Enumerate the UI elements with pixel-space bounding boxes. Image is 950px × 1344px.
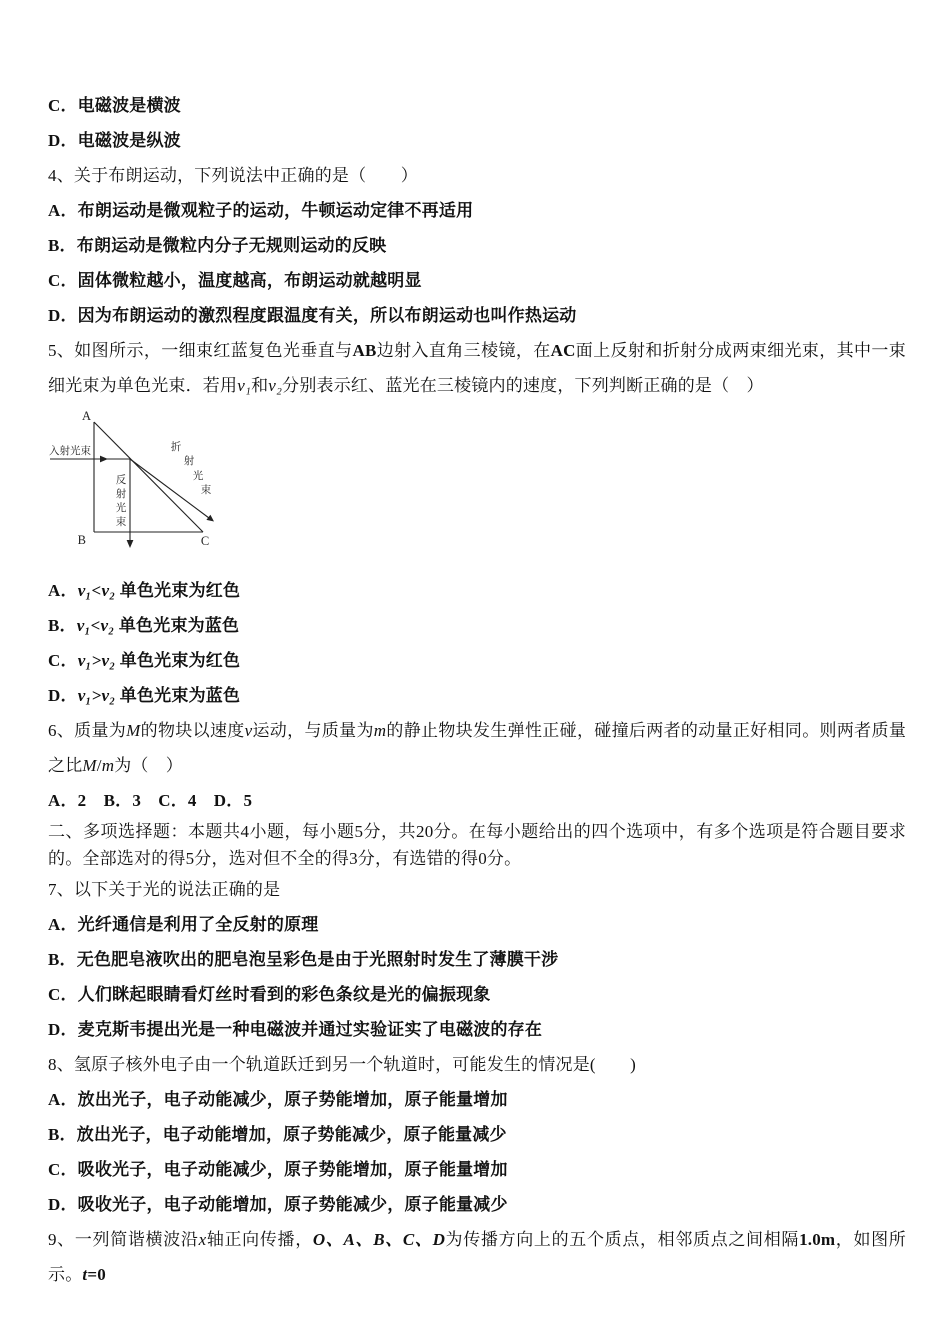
refracted-ray	[130, 459, 209, 518]
option-line	[48, 608, 906, 643]
option-line	[48, 1152, 906, 1187]
text-run: 5、如图所示，一细束红蓝复色光垂直与	[48, 341, 353, 360]
text-run: x	[198, 1230, 207, 1249]
text-run: C．吸收光子，电子动能减少，原子势能增加，原子能量增加	[48, 1160, 508, 1179]
refracted-ray-arrowhead	[206, 515, 214, 522]
text-run: B．无色肥皂液吹出的肥皂泡呈彩色是由于光照射时发生了薄膜干涉	[48, 950, 559, 969]
text-run: M	[126, 721, 141, 740]
text-run: 9、一列简谐横波沿	[48, 1230, 199, 1249]
refracted-beam-label-char: 光	[192, 471, 204, 482]
text-run: 运动，与质量为	[252, 721, 374, 740]
text-run: v₂	[268, 376, 283, 395]
reflected-beam-label-char: 反	[115, 475, 127, 486]
option-line	[48, 263, 906, 298]
incident-beam-label: 入射光束	[49, 446, 91, 457]
option-line	[48, 678, 906, 713]
text-run: D．麦克斯韦提出光是一种电磁波并通过实验证实了电磁波的存在	[48, 1020, 543, 1039]
vertex-c-label: C	[200, 534, 210, 548]
text-run: C．固体微粒越小，温度越高，布朗运动就越明显	[48, 271, 422, 290]
text-run: 单色光束为红色	[115, 651, 241, 670]
text-run: 为传播方向上的五个质点，相邻质点之间相隔	[445, 1230, 800, 1249]
text-run: 和	[251, 376, 269, 395]
vertex-a-label: A	[81, 409, 91, 423]
text-run: A．	[48, 581, 78, 600]
question-line	[48, 158, 906, 193]
refracted-beam-label-char: 折	[170, 442, 182, 453]
text-run: m	[101, 756, 115, 775]
reflected-ray-arrowhead	[127, 540, 134, 548]
reflected-beam-label-char: 束	[115, 517, 127, 528]
option-line	[48, 1187, 906, 1222]
text-run: m	[373, 721, 387, 740]
text-run: 1.0m	[799, 1230, 836, 1249]
text-run: AB	[352, 341, 377, 360]
reflected-beam-label-char: 光	[115, 503, 127, 514]
text-run: 8、氢原子核外电子由一个轨道跃迁到另一个轨道时，可能发生的情况是( )	[48, 1055, 637, 1074]
option-line	[48, 88, 906, 123]
text-run: 单色光束为红色	[115, 581, 241, 600]
text-run: A．2 B．3 C．4 D．5	[48, 791, 253, 810]
question-line	[48, 333, 906, 403]
text-run: t	[82, 1265, 88, 1284]
option-line	[48, 1082, 906, 1117]
text-run: 边射入直角三棱镜，在	[376, 341, 551, 360]
text-run: 为（ ）	[114, 756, 184, 775]
reflected-beam-label-char: 射	[115, 489, 127, 500]
option-line	[48, 298, 906, 333]
text-run: B．放出光子，电子动能增加，原子势能减少，原子能量减少	[48, 1125, 507, 1144]
text-run: v₁	[237, 376, 252, 395]
text-run: v	[244, 721, 253, 740]
option-line	[48, 942, 906, 977]
option-line	[48, 1117, 906, 1152]
text-run: AC	[550, 341, 576, 360]
text-run: 7、以下关于光的说法正确的是	[48, 880, 281, 899]
text-run: v₁>v₂	[77, 651, 116, 670]
text-run: B．	[48, 616, 77, 635]
prism-side-ac	[94, 422, 203, 532]
text-run: 的物块以速度	[140, 721, 245, 740]
option-line	[48, 643, 906, 678]
option-line	[48, 977, 906, 1012]
text-run: v₁>v₂	[77, 686, 116, 705]
text-run: C．电磁波是横波	[48, 96, 181, 115]
text-run: v₁<v₂	[77, 581, 116, 600]
refracted-beam-label-char: 射	[183, 456, 195, 467]
incident-ray-arrowhead	[100, 456, 108, 463]
section-line	[48, 818, 906, 872]
text-run: =0	[87, 1265, 106, 1284]
option-line	[48, 1012, 906, 1047]
text-run: 单色光束为蓝色	[114, 616, 240, 635]
text-run: v₁<v₂	[76, 616, 115, 635]
text-run: D．吸收光子，电子动能增加，原子势能减少，原子能量减少	[48, 1195, 508, 1214]
option-line	[48, 907, 906, 942]
text-run: D．因为布朗运动的激烈程度跟温度有关，所以布朗运动也叫作热运动	[48, 306, 577, 325]
prism-figure	[48, 409, 906, 565]
text-run: 单色光束为蓝色	[115, 686, 241, 705]
prism-diagram	[48, 409, 278, 561]
text-run: /	[96, 756, 102, 775]
text-run: C．人们眯起眼睛看灯丝时看到的彩色条纹是光的偏振现象	[48, 985, 491, 1004]
vertex-b-label: B	[77, 533, 86, 547]
text-run: 的静止物块发生弹性正碰，碰撞后两者的动量正好相同。则两者质量之比	[48, 721, 907, 775]
text-run: A．布朗运动是微观粒子的运动，牛顿运动定律不再适用	[48, 201, 474, 220]
text-run: O、A、B、C、D	[312, 1230, 446, 1249]
question-line	[48, 1222, 906, 1292]
text-run: 4、关于布朗运动，下列说法中正确的是（ ）	[48, 166, 418, 185]
option-line	[48, 228, 906, 263]
text-run: 二、多项选择题：本题共4小题，每小题5分，共20分。在每小题给出的四个选项中，有多个选项是符合题目要求的。全部选对的得5分，选对但不全的得3分，有选错的得0分。	[48, 822, 906, 868]
text-run: A．放出光子，电子动能减少，原子势能增加，原子能量增加	[48, 1090, 508, 1109]
refracted-beam-label-char: 束	[200, 485, 212, 496]
text-run: 分别表示红、蓝光在三棱镜内的速度，下列判断正确的是（ ）	[282, 376, 764, 395]
question-line	[48, 1047, 906, 1082]
text-run: 面上反射和折射分成两束细光束，其中一束细光束为单色光束．若用	[48, 341, 907, 395]
text-run: D．	[48, 686, 78, 705]
option-line	[48, 123, 906, 158]
text-run: M	[82, 756, 97, 775]
text-run: ，如图所示。	[48, 1230, 907, 1284]
text-run: A．光纤通信是利用了全反射的原理	[48, 915, 319, 934]
text-run: 轴正向传播，	[206, 1230, 313, 1249]
question-line	[48, 713, 906, 783]
option-line	[48, 783, 906, 818]
text-run: B．布朗运动是微粒内分子无规则运动的反映	[48, 236, 387, 255]
text-run: D．电磁波是纵波	[48, 131, 181, 150]
question-line	[48, 872, 906, 907]
text-run: 6、质量为	[48, 721, 127, 740]
option-line	[48, 573, 906, 608]
option-line	[48, 193, 906, 228]
text-run: C．	[48, 651, 78, 670]
